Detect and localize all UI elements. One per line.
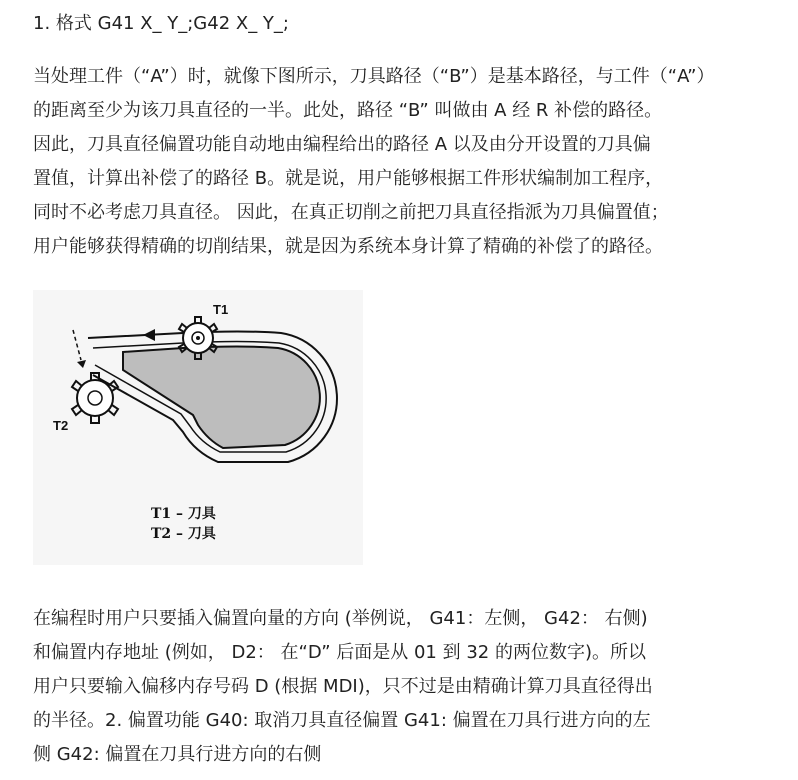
direction-arrow <box>143 329 155 341</box>
lead-in-arrow <box>77 360 86 368</box>
text-line: 因此，刀具直径偏置功能自动地由编程给出的路径 A 以及由分开设置的刀具偏 <box>33 134 651 155</box>
label-t1: T1 <box>213 302 229 317</box>
cutter-compensation-figure <box>33 290 363 565</box>
tool-t2-gear <box>72 373 118 423</box>
legend-line-t2: T2 – 刀具 <box>151 526 216 542</box>
text-line: 和偏置内存地址 (例如， D2： 在“D” 后面是从 01 到 32 的两位数字)。所以 <box>33 642 646 663</box>
legend-line-t1: T1 – 刀具 <box>151 506 216 522</box>
text-line: 用户能够获得精确的切削结果，就是因为系统本身计算了精确的补偿了的路径。 <box>33 236 663 257</box>
text-line: 当处理工件（“A”）时，就像下图所示，刀具路径（“B”）是基本路径，与工件（“A”） <box>33 66 715 87</box>
paragraph-intro <box>33 60 773 264</box>
text-line: 在编程时用户只要插入偏置向量的方向 (举例说， G41：左侧， G42： 右侧) <box>33 608 648 629</box>
figure-drawing <box>33 290 363 565</box>
text-line: 同时不必考虑刀具直径。 因此，在真正切削之前把刀具直径指派为刀具偏置值； <box>33 202 669 223</box>
text-line: 用户只要输入偏移内存号码 D (根据 MDI)，只不过是由精确计算刀具直径得出 <box>33 676 653 697</box>
lead-in-dashed-line <box>73 330 81 360</box>
text-line: 侧 G42: 偏置在刀具行进方向的右侧 <box>33 744 322 765</box>
paragraph-offset-functions <box>33 602 773 772</box>
text-line: 的距离至少为该刀具直径的一半。此处，路径 “B” 叫做由 A 经 R 补偿的路径。 <box>33 100 663 121</box>
text-line: 置值，计算出补偿了的路径 B。就是说，用户能够根据工件形状编制加工程序， <box>33 168 664 189</box>
label-t2: T2 <box>53 418 69 433</box>
section-heading: 1. 格式 G41 X_ Y_;G42 X_ Y_; <box>33 13 289 34</box>
text-line: 的半径。2. 偏置功能 G40: 取消刀具直径偏置 G41: 偏置在刀具行进方向的左 <box>33 710 651 731</box>
